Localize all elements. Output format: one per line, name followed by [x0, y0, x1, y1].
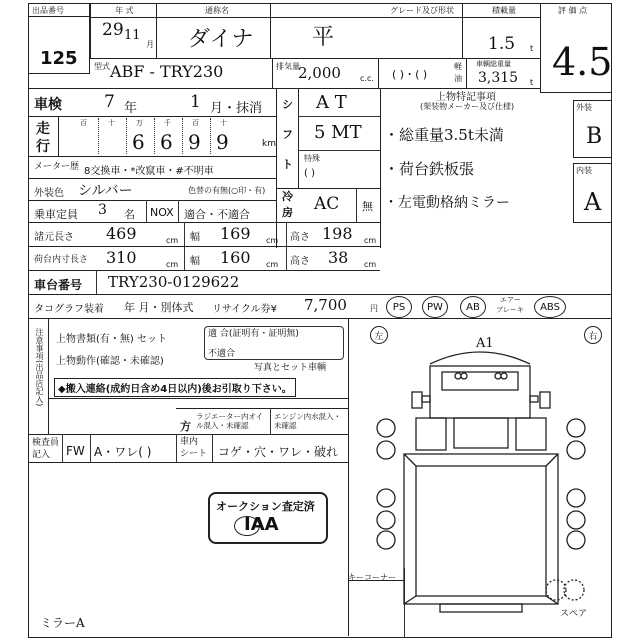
bed-width-label: 幅 [190, 256, 200, 267]
mileage-digit-head: 十 [220, 119, 227, 127]
bed-height-value: 38 [328, 248, 349, 267]
equipment-line-3: ・左電動格納ミラー [384, 195, 510, 211]
recycle-label: リサイクル券¥ [212, 304, 277, 315]
interior-label: 内装 [576, 166, 592, 175]
nox-label: NOX [150, 206, 174, 219]
aircon-value: AC [314, 194, 340, 214]
special-label: 特殊 [304, 154, 320, 163]
color-label: 外装色 [34, 188, 64, 199]
mileage-digit: 9 [188, 130, 201, 154]
bed-width-value: 160 [220, 248, 251, 267]
recycle-value: 7,700 [304, 296, 347, 314]
mileage-digit-head: 千 [164, 119, 171, 127]
fuel-label-1: 軽 [454, 62, 462, 71]
load-value: 1.5 [488, 34, 516, 54]
fw-label: FW [66, 444, 85, 458]
inspection-label: 車検 [34, 97, 62, 113]
exterior-label: 外装 [576, 103, 592, 112]
shift-label-2: フ [282, 128, 293, 141]
seat-label-1: 車内 [180, 437, 199, 447]
gross-label: 車輌総重量 [476, 60, 511, 68]
bed-width-unit: cm [266, 260, 279, 269]
air-brake-label-2: ブレーキ [496, 306, 524, 314]
type-label: 型式 [94, 62, 110, 71]
mileage-digit-head: 十 [108, 119, 115, 127]
mileage-digit-head: 百 [192, 119, 199, 127]
special-value: ( ) [304, 168, 315, 179]
transmission-mt: 5 MT [314, 122, 362, 143]
month-unit: 月 [146, 40, 154, 49]
fuel-type: ( )・( ) [392, 68, 428, 81]
month-value: 11 [124, 28, 141, 43]
bed-length-unit: cm [166, 260, 179, 269]
bed-length-label: 荷台内寸長さ [34, 255, 89, 265]
seat-value: コゲ・穴・ワレ・破れ [218, 445, 339, 459]
orig-length-value: 469 [106, 224, 137, 243]
mileage-digit: 9 [216, 130, 229, 154]
year-value: 29 [102, 20, 124, 40]
interior-value: A [584, 188, 602, 216]
equipment-line-1: ・総重量3.5t未満 [384, 126, 504, 144]
engine-note: エンジン内水混入・未確認 [274, 412, 342, 430]
displacement-unit: c.c. [360, 74, 374, 83]
docs-conform: 適 合(証明有・証明無) [208, 329, 299, 339]
orig-width-unit: cm [266, 236, 279, 245]
tacho-label: タコグラフ装着 [34, 304, 104, 315]
nox-value: 適合・不適合 [184, 208, 250, 221]
capacity-label: 乗車定員 [34, 208, 78, 221]
exterior-value: B [586, 124, 603, 149]
lot-number: 125 [40, 48, 78, 69]
aircon-none: 無 [362, 200, 373, 213]
color-change-note: 色替の有無(○印・有) [188, 186, 266, 195]
stamp-line-1: オークション査定済 [216, 500, 315, 513]
recycle-unit: 円 [370, 304, 378, 313]
vehicle-diagram [350, 320, 612, 638]
mileage-digit-head: 百 [80, 119, 87, 127]
load-unit: t [530, 44, 534, 53]
bottom-note: ミラーA [40, 616, 85, 630]
orig-width-value: 169 [220, 224, 251, 243]
orig-width-label: 幅 [190, 232, 200, 243]
displacement-label: 排気量 [276, 62, 300, 71]
gross-value: 3,315 [478, 70, 519, 86]
inspection-year-unit: 年 [124, 101, 138, 116]
score-value: 4.5 [552, 40, 613, 84]
orig-length-label: 諸元長さ [34, 232, 74, 243]
bed-height-label: 高さ [290, 256, 310, 267]
inspection-month: 1 [190, 92, 201, 112]
seat-label-2: シート [180, 449, 208, 459]
meter-value: 8交換車・*改竄車・#不明車 [84, 166, 214, 177]
notes-side-label: 注意事項(出品店記入) [35, 328, 44, 407]
docs-nonconform: 不適合 [208, 349, 236, 359]
corner-label: キーコーナー [348, 573, 396, 582]
inspector-label-2: 記入 [32, 450, 51, 460]
inspector-label-1: 検査員 [32, 438, 60, 448]
orig-length-unit: cm [166, 236, 179, 245]
mileage-digit: 6 [132, 130, 145, 154]
direction-label: 方 [180, 420, 191, 433]
equipment-line-2: ・荷台鉄板張 [384, 160, 475, 178]
mileage-digit: 6 [160, 130, 173, 154]
photo-note: 写真とセット車輌 [254, 363, 327, 373]
aircon-label-2: 房 [282, 206, 293, 219]
fw-value: A・ワレ( ) [94, 445, 152, 459]
meter-label: メーター歴 [34, 162, 80, 172]
gross-unit: t [530, 78, 534, 87]
bed-length-value: 310 [106, 248, 137, 267]
option-pw: PW [422, 296, 448, 318]
model-value: ダイナ [188, 27, 254, 52]
inspection-month-unit: 月・抹消 [210, 101, 263, 116]
radiator-note: ラジエーター内オイル混入・未確認 [196, 412, 264, 430]
mileage-digit-head: 万 [136, 119, 143, 127]
load-label: 積載量 [492, 6, 516, 15]
grade-value: 平 [312, 25, 335, 50]
mileage-unit: km [262, 139, 276, 149]
operation-label: 上物動作(確認・未確認) [56, 356, 164, 367]
lot-number-label: 出品番号 [32, 6, 64, 15]
orig-height-label: 高さ [290, 232, 310, 243]
chassis-label: 車台番号 [34, 278, 83, 292]
stamp-line-2: IAA [244, 514, 279, 535]
orig-height-unit: cm [364, 236, 377, 245]
inspection-year: 7 [104, 92, 115, 112]
color-value: シルバー [78, 183, 133, 199]
year-label: 年 式 [115, 6, 134, 15]
left-side-label: 左 [370, 326, 388, 344]
bed-height-unit: cm [364, 260, 377, 269]
orig-height-value: 198 [322, 224, 353, 243]
capacity-unit: 名 [124, 208, 135, 221]
type-value: ABF - TRY230 [110, 62, 224, 81]
transmission-at: A T [316, 92, 347, 113]
a1-mark: A1 [476, 336, 494, 351]
score-label: 評 価 点 [558, 6, 588, 15]
spare-label: スペア [560, 609, 588, 619]
chassis-value: TRY230-0129622 [108, 273, 240, 291]
air-brake-label-1: エアー [500, 296, 521, 304]
option-ab: AB [460, 296, 486, 318]
shift-label-1: シ [282, 98, 293, 111]
displacement-value: 2,000 [298, 64, 341, 82]
equipment-subtitle: (架装物メーカー及び仕様) [420, 102, 515, 111]
mileage-label-1: 走 [36, 121, 50, 137]
right-side-label: 右 [584, 326, 602, 344]
option-ps: PS [386, 296, 412, 318]
capacity-value: 3 [98, 202, 107, 218]
docs-label: 上物書類(有・無) セット [56, 334, 167, 345]
fuel-label-2: 油 [454, 74, 462, 83]
option-abs: ABS [534, 296, 566, 318]
mileage-label-2: 行 [36, 139, 50, 155]
tacho-date: 年 月・別体式 [124, 301, 194, 314]
grade-label: グレード及び形状 [390, 6, 454, 15]
model-label: 通称名 [205, 6, 229, 15]
aircon-label-1: 冷 [282, 190, 293, 203]
equipment-title: 上物特記事項 [436, 92, 496, 103]
pickup-warning: ◆搬入連絡(成約日含め4日以内)後お引取り下さい。 [54, 378, 296, 397]
shift-label-3: ト [282, 158, 293, 171]
